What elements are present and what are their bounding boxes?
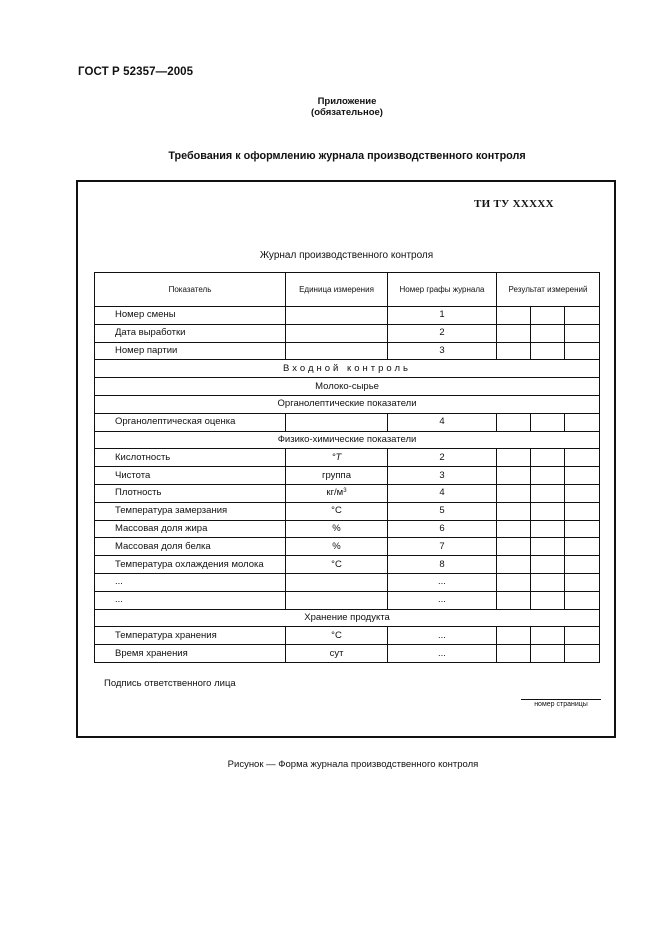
document-code: ТИ ТУ XXXXX <box>474 198 554 210</box>
column-header-column-number: Номер графы журнала <box>388 273 497 307</box>
unit-cell <box>286 484 388 502</box>
raw-milk-heading: Молоко-сырье <box>95 378 600 396</box>
table-row <box>95 627 600 645</box>
journal-table <box>94 272 600 663</box>
result-cell <box>497 484 531 502</box>
table-row <box>95 645 600 663</box>
unit-cell <box>286 342 388 360</box>
result-cell <box>497 502 531 520</box>
result-cell <box>531 307 565 325</box>
result-cell <box>531 627 565 645</box>
result-cell <box>531 520 565 538</box>
result-cell <box>565 324 600 342</box>
section-row <box>95 395 600 413</box>
appendix-title: Приложение <box>317 96 377 107</box>
result-cell <box>565 627 600 645</box>
page-number-label: номер страницы <box>534 701 588 708</box>
result-cell <box>565 484 600 502</box>
result-cell <box>565 502 600 520</box>
column-number-cell: 4 <box>388 413 497 431</box>
signature-label: Подпись ответственного лица <box>104 678 236 689</box>
result-cell <box>497 556 531 574</box>
table-row <box>95 538 600 556</box>
column-number-cell: ... <box>388 627 497 645</box>
column-number-cell: 4 <box>388 484 497 502</box>
table-row <box>95 307 600 325</box>
row-label: Чистота <box>95 467 286 485</box>
column-number-cell: 5 <box>388 502 497 520</box>
unit-cell: % <box>286 538 388 556</box>
row-label: ... <box>95 591 286 609</box>
column-number-cell: 1 <box>388 307 497 325</box>
standard-code: ГОСТ Р 52357—2005 <box>78 66 194 78</box>
result-cell <box>565 342 600 360</box>
unit-cell <box>286 307 388 325</box>
column-number-cell: ... <box>388 591 497 609</box>
section-title: Требования к оформлению журнала производственного контроля <box>168 150 526 162</box>
section-row <box>95 360 600 378</box>
column-number-cell: ... <box>388 573 497 591</box>
unit-cell: сут <box>286 645 388 663</box>
table-row <box>95 413 600 431</box>
unit-cell: °С <box>286 556 388 574</box>
result-cell <box>497 627 531 645</box>
appendix-heading <box>0 96 661 118</box>
row-label: Температура хранения <box>95 627 286 645</box>
column-header-unit: Единица измерения <box>286 273 388 307</box>
table-row <box>95 484 600 502</box>
unit-cell: °С <box>286 627 388 645</box>
row-label: Номер смены <box>95 307 286 325</box>
unit-cell: группа <box>286 467 388 485</box>
result-cell <box>531 342 565 360</box>
result-cell <box>565 467 600 485</box>
result-cell <box>565 449 600 467</box>
page-number-line <box>521 699 601 700</box>
column-number-cell: 6 <box>388 520 497 538</box>
row-label: Массовая доля жира <box>95 520 286 538</box>
result-cell <box>531 413 565 431</box>
result-cell <box>497 467 531 485</box>
section-row <box>95 431 600 449</box>
row-label: Время хранения <box>95 645 286 663</box>
figure-caption: Рисунок — Форма журнала производственного контроля <box>227 759 479 770</box>
table-row <box>95 502 600 520</box>
result-cell <box>497 538 531 556</box>
result-cell <box>565 645 600 663</box>
result-cell <box>497 645 531 663</box>
storage-heading: Хранение продукта <box>95 609 600 627</box>
incoming-control-heading: Входной контроль <box>95 360 600 378</box>
organoleptic-heading: Органолептические показатели <box>95 395 600 413</box>
row-label: Органолептическая оценка <box>95 413 286 431</box>
unit-cell <box>286 591 388 609</box>
appendix-note: (обязательное) <box>311 107 383 118</box>
table-row <box>95 573 600 591</box>
journal-title: Журнал производственного контроля <box>259 250 434 261</box>
result-cell <box>531 502 565 520</box>
table-row <box>95 342 600 360</box>
result-cell <box>531 324 565 342</box>
result-cell <box>531 538 565 556</box>
column-number-cell: 2 <box>388 449 497 467</box>
column-number-cell: 2 <box>388 324 497 342</box>
result-cell <box>497 591 531 609</box>
section-row <box>95 609 600 627</box>
result-cell <box>565 591 600 609</box>
table-row <box>95 556 600 574</box>
result-cell <box>565 520 600 538</box>
result-cell <box>531 591 565 609</box>
unit-superscript: 3 <box>343 488 347 495</box>
result-cell <box>531 645 565 663</box>
table-row <box>95 449 600 467</box>
result-cell <box>531 573 565 591</box>
result-cell <box>497 342 531 360</box>
column-number-cell: 7 <box>388 538 497 556</box>
result-cell <box>497 520 531 538</box>
row-label: Массовая доля белка <box>95 538 286 556</box>
result-cell <box>497 307 531 325</box>
column-number-cell: 3 <box>388 467 497 485</box>
result-cell <box>531 556 565 574</box>
result-cell <box>497 449 531 467</box>
result-cell <box>531 467 565 485</box>
result-cell <box>531 484 565 502</box>
column-header-result: Результат измерений <box>497 273 600 307</box>
table-header-row <box>95 273 600 307</box>
unit-cell: % <box>286 520 388 538</box>
row-label: ... <box>95 573 286 591</box>
unit-cell <box>286 573 388 591</box>
result-cell <box>497 324 531 342</box>
result-cell <box>565 307 600 325</box>
table-row <box>95 591 600 609</box>
table-row <box>95 520 600 538</box>
result-cell <box>565 538 600 556</box>
row-label: Температура замерзания <box>95 502 286 520</box>
result-cell <box>565 573 600 591</box>
unit-text: кг/м <box>326 487 344 499</box>
column-number-cell: 3 <box>388 342 497 360</box>
result-cell <box>565 556 600 574</box>
row-label: Номер партии <box>95 342 286 360</box>
row-label: Дата выработки <box>95 324 286 342</box>
result-cell <box>497 573 531 591</box>
result-cell <box>565 413 600 431</box>
table-row <box>95 324 600 342</box>
physchem-heading: Физико-химические показатели <box>95 431 600 449</box>
unit-cell: °T <box>286 449 388 467</box>
unit-cell: °С <box>286 502 388 520</box>
column-number-cell: ... <box>388 645 497 663</box>
row-label: Кислотность <box>95 449 286 467</box>
section-row <box>95 378 600 396</box>
column-header-indicator: Показатель <box>95 273 286 307</box>
result-cell <box>497 413 531 431</box>
column-number-cell: 8 <box>388 556 497 574</box>
row-label: Температура охлаждения молока <box>95 556 286 574</box>
unit-cell <box>286 413 388 431</box>
table-row <box>95 467 600 485</box>
unit-cell <box>286 324 388 342</box>
result-cell <box>531 449 565 467</box>
row-label: Плотность <box>95 484 286 502</box>
